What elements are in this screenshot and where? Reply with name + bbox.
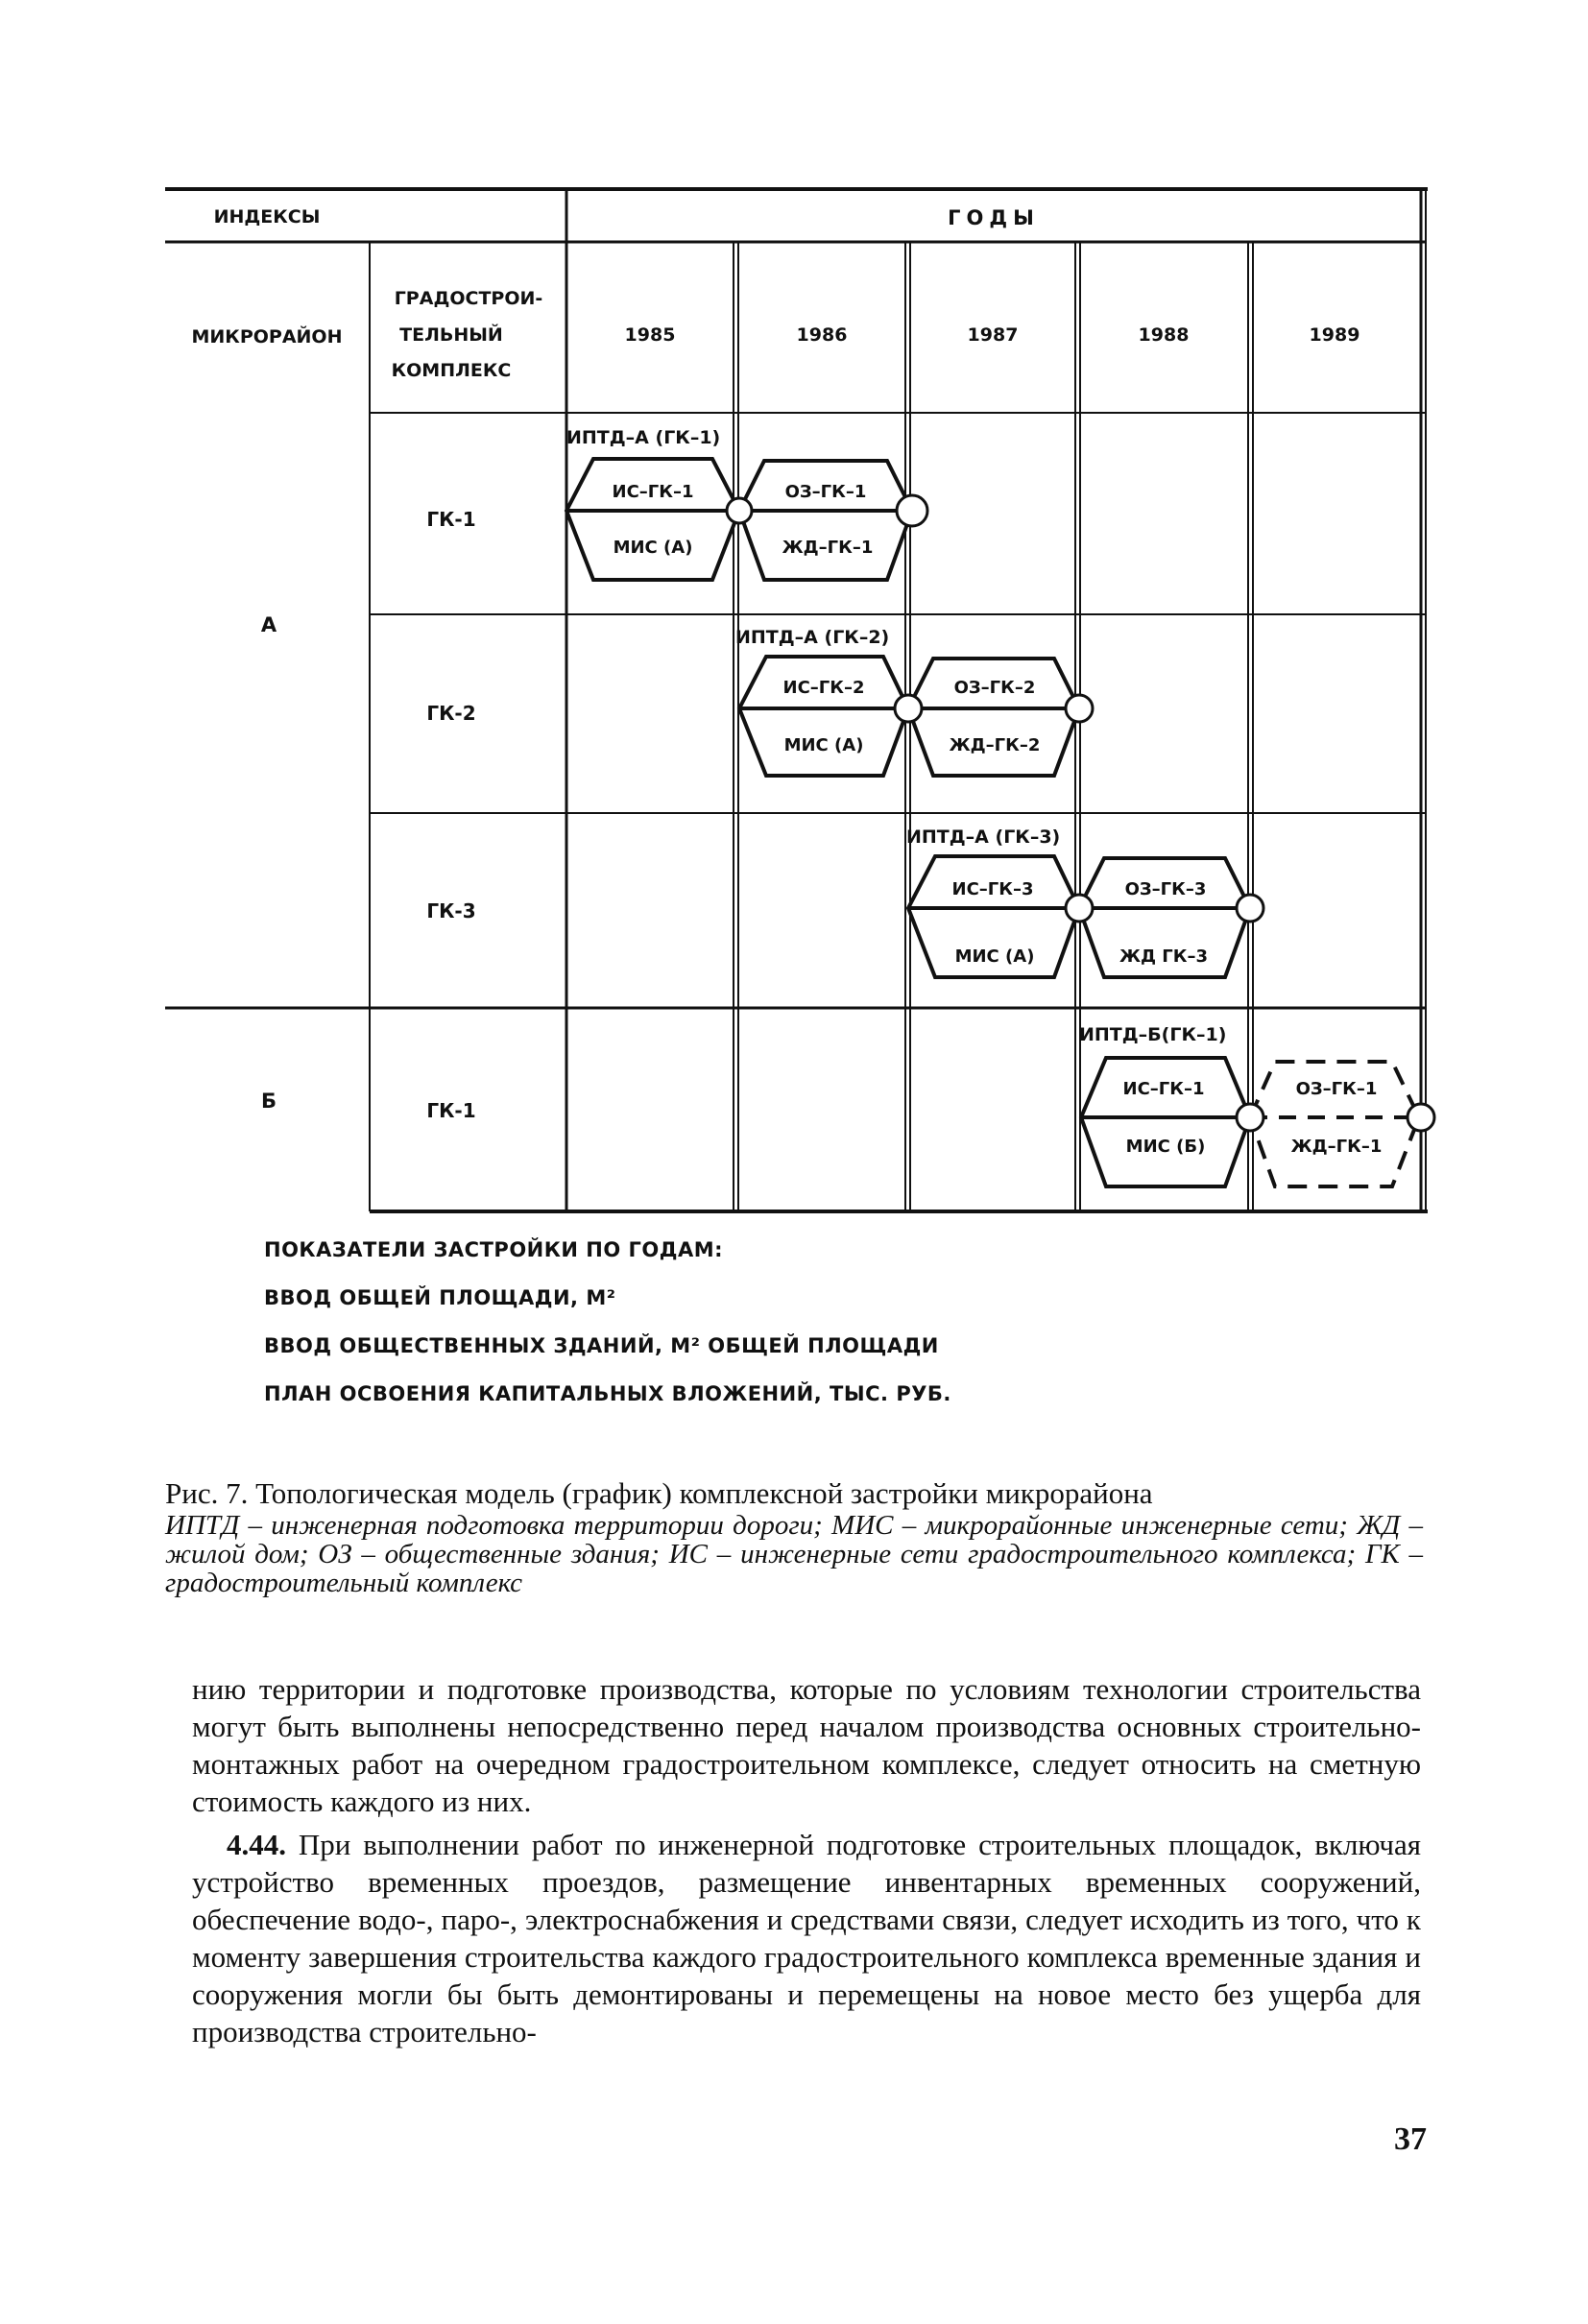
complex-label-row2: ГК-2 xyxy=(426,702,476,725)
indicator-item: ВВОД ОБЩЕЙ ПЛОЩАДИ, М² xyxy=(264,1286,616,1309)
event-node xyxy=(1408,1104,1434,1131)
hex-mis-row1: МИС (А) xyxy=(613,538,693,558)
hex-oz-row4: ОЗ–ГК–1 xyxy=(1295,1079,1378,1099)
hex-is-row2: ИС–ГК–2 xyxy=(782,678,865,698)
body-text xyxy=(192,1670,1421,2050)
column-complex-line-2: ТЕЛЬНЫЙ xyxy=(399,324,503,346)
caption-legend: ИПТД – инженерная подготовка территории дороги; МИС – микрорайонные инженерные сети; ЖД – жилой дом; ОЗ – общественные здания; ИС – инженерные сети градостроительного комплекса; ГК – градостроительный комплекс xyxy=(165,1510,1423,1598)
hex-zhd-row4: ЖД–ГК–1 xyxy=(1290,1137,1383,1157)
page-number: 37 xyxy=(1394,2121,1427,2157)
district-b: Б xyxy=(260,1090,277,1113)
hex-mis-row2: МИС (А) xyxy=(783,735,864,755)
column-complex-line-1: ГРАДОСТРОИ- xyxy=(394,288,543,309)
paragraph-continuation: нию территории и подготовке производства, которые по условиям технологии строительства могут быть выполнены непосредственно перед началом производства основных строительно-монтажных работ на очередном градостроительном комплексе, следует относить на сметную стоимость каждого из них. xyxy=(192,1672,1421,1818)
year-1986: 1986 xyxy=(796,324,848,346)
indicator-item: ВВОД ОБЩЕСТВЕННЫХ ЗДАНИЙ, М² ОБЩЕЙ ПЛОЩАДИ xyxy=(264,1334,939,1357)
event-node xyxy=(895,695,922,722)
paragraph-number: 4.44. xyxy=(227,1828,286,1861)
caption-title: Рис. 7. Топологическая модель (график) комплексной застройки микрорайона xyxy=(165,1476,1153,1510)
hex-oz-row1: ОЗ–ГК–1 xyxy=(784,482,867,502)
column-complex-line-3: КОМПЛЕКС xyxy=(391,360,512,381)
hex-is-row4: ИС–ГК–1 xyxy=(1122,1079,1205,1099)
iptd-label-row2: ИПТД–А (ГК–2) xyxy=(735,627,890,648)
construction-indicators xyxy=(264,1238,1320,1430)
network-row-3 xyxy=(906,827,1263,977)
iptd-label-row3: ИПТД–А (ГК–3) xyxy=(906,827,1061,848)
hex-mis-row4: МИС (Б) xyxy=(1125,1137,1206,1157)
iptd-label-row4: ИПТД–Б(ГК–1) xyxy=(1079,1024,1227,1045)
hex-zhd-row1: ЖД–ГК–1 xyxy=(782,538,874,558)
hex-zhd-row3: ЖД ГК–3 xyxy=(1119,946,1209,967)
iptd-label-row1: ИПТД–А (ГК–1) xyxy=(566,427,721,448)
event-node xyxy=(1237,1104,1263,1131)
header-indices: ИНДЕКСЫ xyxy=(213,206,321,228)
complex-label-row3: ГК-3 xyxy=(426,899,476,922)
complex-label-row1: ГК-1 xyxy=(426,508,476,531)
complex-label-row4: ГК-1 xyxy=(426,1099,476,1122)
hex-oz-row2: ОЗ–ГК–2 xyxy=(953,678,1036,698)
network-row-2 xyxy=(735,627,1093,776)
column-microdistrict: МИКРОРАЙОН xyxy=(191,326,343,347)
year-1985: 1985 xyxy=(624,324,676,346)
hex-is-row1: ИС–ГК–1 xyxy=(612,482,694,502)
paragraph-4-44-text: При выполнении работ по инженерной подготовке строительных площадок, включая устройство временных проездов, размещение инвентарных временных сооружений, обеспечение водо-, паро-, электроснабжения и средствами связи, следует исходить из того, что к моменту завершения строительства каждого градостроительного комплекса временные здания и сооружения могли бы быть демонтированы и перемещены на новое место без ущерба для производства строительно- xyxy=(192,1828,1421,2048)
year-1987: 1987 xyxy=(967,324,1019,346)
hex-zhd-row2: ЖД–ГК–2 xyxy=(949,735,1041,755)
event-node xyxy=(897,495,927,526)
hex-mis-row3: МИС (А) xyxy=(954,946,1035,967)
district-a: А xyxy=(260,613,277,636)
hex-oz-row3: ОЗ–ГК–3 xyxy=(1124,879,1207,899)
year-1989: 1989 xyxy=(1309,324,1360,346)
figure-caption xyxy=(165,1476,1423,1597)
event-node xyxy=(1066,895,1093,922)
hex-is-row3: ИС–ГК–3 xyxy=(951,879,1034,899)
indicator-item: ПЛАН ОСВОЕНИЯ КАПИТАЛЬНЫХ ВЛОЖЕНИЙ, ТЫС. РУБ. xyxy=(264,1382,951,1405)
indicators-heading: ПОКАЗАТЕЛИ ЗАСТРОЙКИ ПО ГОДАМ: xyxy=(264,1238,724,1261)
event-node xyxy=(1237,895,1263,922)
network-row-4 xyxy=(1079,1024,1434,1186)
event-node xyxy=(1066,695,1093,722)
network-row-1 xyxy=(566,427,927,580)
event-node xyxy=(727,498,752,523)
header-years: ГОДЫ xyxy=(948,206,1040,229)
paragraph-4-44 xyxy=(192,1826,1421,2050)
year-1988: 1988 xyxy=(1138,324,1190,346)
